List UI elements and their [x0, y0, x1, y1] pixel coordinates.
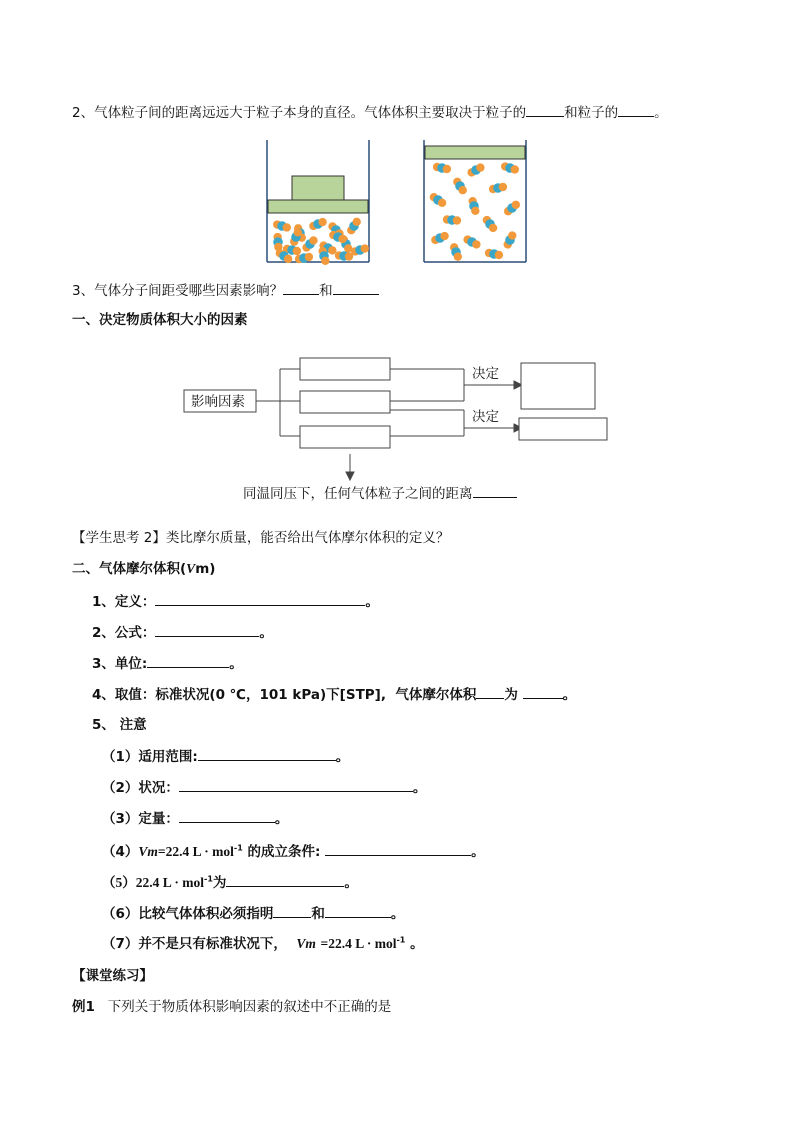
- blank[interactable]: [147, 654, 229, 668]
- molecule-atom: [512, 201, 520, 209]
- molecule-atom: [283, 223, 291, 231]
- expanded-container: [424, 140, 526, 262]
- molecule-atom: [443, 165, 451, 173]
- blank[interactable]: [523, 685, 563, 699]
- gas-containers-figure: [262, 138, 542, 266]
- molecule-atom: [293, 247, 301, 255]
- practice-title: 【课堂练习】: [72, 968, 153, 984]
- molecule-atom: [440, 232, 448, 240]
- blank[interactable]: [526, 103, 564, 117]
- factor-box-2[interactable]: [300, 391, 390, 413]
- molecule-atom: [321, 257, 329, 265]
- molecule-atom: [361, 244, 369, 252]
- question-3: 3、气体分子间距受哪些因素影响？ 和: [72, 281, 379, 300]
- molecule-atom: [438, 199, 446, 207]
- root-label: 影响因素: [191, 394, 245, 410]
- molecule-atom: [499, 183, 507, 191]
- note-meaning: （5）22.4 L · mol$^{-1}$为 。: [102, 874, 358, 891]
- blank[interactable]: [476, 685, 504, 699]
- blank[interactable]: [198, 747, 336, 761]
- molecule-atom: [471, 207, 479, 215]
- molecule-atom: [511, 165, 519, 173]
- note-condition: （4）Vm=22.4 L · mol$^{-1}$ 的成立条件: 。: [102, 843, 485, 860]
- molecule-atom: [489, 224, 497, 232]
- molecule-atom: [454, 252, 462, 260]
- molecule-atom: [472, 240, 480, 248]
- molecule-atom: [453, 216, 461, 224]
- note-scope: （1）适用范围: 。: [102, 749, 350, 765]
- blank[interactable]: [618, 103, 654, 117]
- student-think-2: 【学生思考 2】类比摩尔质量，能否给出气体摩尔体积的定义？: [72, 530, 450, 546]
- blank[interactable]: [155, 623, 259, 637]
- molecule-atom: [495, 251, 503, 259]
- section-2-title: 二、气体摩尔体积(Vm): [72, 561, 216, 577]
- item-formula: 2、公式： 。: [92, 625, 273, 641]
- note-compare: （6）比较气体体积必须指明 和 。: [102, 906, 405, 922]
- note-quantity: （3）定量： 。: [102, 811, 289, 827]
- blank[interactable]: [325, 842, 471, 856]
- diagram-bottom-text: 同温同压下，任何气体粒子之间的距离: [243, 484, 517, 503]
- molecule-atom: [459, 186, 467, 194]
- decide-label-2: 决定: [472, 409, 499, 425]
- compressed-container: [267, 140, 369, 265]
- section-1-title: 一、决定物质体积大小的因素: [72, 312, 248, 328]
- piston: [268, 200, 368, 213]
- blank[interactable]: [473, 484, 517, 498]
- molecule-atom: [318, 218, 326, 226]
- piston: [425, 146, 525, 159]
- blank[interactable]: [283, 281, 319, 295]
- molecule-atom: [345, 252, 353, 260]
- item-definition: 1、定义： 。: [92, 594, 379, 610]
- molecule-atom: [294, 228, 302, 236]
- molecule-atom: [309, 236, 317, 244]
- result-box-1[interactable]: [521, 363, 595, 409]
- blank[interactable]: [325, 904, 391, 918]
- blank[interactable]: [179, 809, 275, 823]
- blank[interactable]: [333, 281, 379, 295]
- molecule-atom: [328, 246, 336, 254]
- molecule-atom: [284, 255, 292, 263]
- item-value: 4、取值：标准状况(0 ℃，101 kPa)下[STP], 气体摩尔体积 为 。: [92, 687, 577, 703]
- note-not-only-stp: （7）并不是只有标准状况下， Vm =22.4 L · mol$^{-1}$ 。: [102, 935, 424, 952]
- molecule-atom: [353, 218, 361, 226]
- item-unit: 3、单位: 。: [92, 656, 243, 672]
- factor-box-3[interactable]: [300, 426, 390, 448]
- molecule-atom: [476, 163, 484, 171]
- blank[interactable]: [179, 778, 413, 792]
- blank[interactable]: [155, 592, 365, 606]
- decide-label-1: 决定: [472, 366, 499, 382]
- example-1: 例1 下列关于物质体积影响因素的叙述中不正确的是: [72, 999, 392, 1015]
- result-box-2[interactable]: [519, 418, 607, 440]
- weight-block: [292, 176, 344, 200]
- factor-box-1[interactable]: [300, 358, 390, 380]
- question-2: 2、气体粒子间的距离远远大于粒子本身的直径。气体体积主要取决于粒子的 和粒子的 。: [72, 105, 668, 121]
- item-notes: 5、 注意: [92, 717, 147, 733]
- blank[interactable]: [273, 904, 311, 918]
- note-state: （2）状况： 。: [102, 780, 427, 796]
- molecule-atom: [508, 231, 516, 239]
- blank[interactable]: [226, 873, 344, 887]
- molecule-atom: [338, 235, 346, 243]
- molecule-atom: [305, 253, 313, 261]
